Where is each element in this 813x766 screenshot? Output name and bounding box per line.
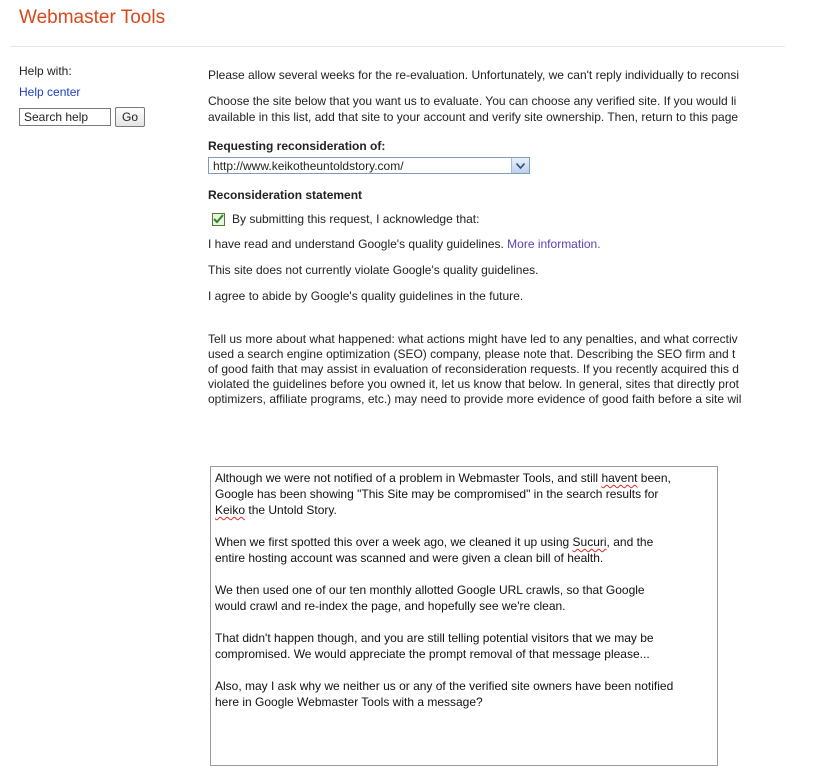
statement-paragraph: When we first spotted this over a week ago, we cleaned it up using Sucuri, and the entire hosting account was scanned and were given a clean bill of health. bbox=[215, 535, 654, 565]
intro-text-2-line-2: available in this list, add that site to your account and verify site ownership. Then, return to this page bbox=[208, 110, 739, 124]
bullet-text: I have read and understand Google's quality guidelines. bbox=[208, 237, 504, 251]
acknowledge-row bbox=[212, 212, 788, 226]
statement-paragraph: Also, may I ask why we neither us or any of the verified site owners have been notified here in Google Webmaster Tools with a message? bbox=[215, 679, 674, 709]
misspelled-word: havent bbox=[601, 471, 638, 485]
site-select-value: http://www.keikotheuntoldstory.com/ bbox=[213, 158, 404, 173]
header-divider bbox=[10, 46, 785, 47]
bullet-text: I agree to abide by Google's quality guidelines in the future. bbox=[208, 289, 524, 303]
help-search-row bbox=[19, 107, 189, 127]
bullet-text: This site does not currently violate Google's quality guidelines. bbox=[208, 263, 539, 277]
search-help-input[interactable]: Search help bbox=[19, 108, 111, 126]
intro-text-1: Please allow several weeks for the re-evaluation. Unfortunately, we can't reply individually to reconsi bbox=[208, 68, 739, 82]
statement-paragraph: Although we were not notified of a problem in Webmaster Tools, and still havent been, Google has been showing "This Site may be compromised" in the search results for Keiko the Untold Story. bbox=[215, 471, 671, 517]
statement-paragraph: We then used one of our ten monthly allotted Google URL crawls, so that Google would crawl and re-index the page, and hopefully see we're clean. bbox=[215, 583, 645, 613]
acknowledge-label: By submitting this request, I acknowledge that: bbox=[232, 212, 480, 226]
tell-more-line: Tell us more about what happened: what actions might have led to any penalties, and what correctiv bbox=[208, 332, 738, 346]
app-title: Webmaster Tools bbox=[19, 7, 166, 28]
tell-us-more-text bbox=[208, 332, 788, 407]
tell-more-line: used a search engine optimization (SEO) company, please note that. Describing the SEO firm and t bbox=[208, 347, 736, 361]
list-item bbox=[208, 288, 788, 304]
tell-more-line: violated the guidelines before you owned it, let us know that below. In general, sites that directly prot bbox=[208, 377, 739, 391]
statement-label: Reconsideration statement bbox=[208, 188, 363, 202]
site-select[interactable] bbox=[208, 157, 530, 174]
help-sidebar bbox=[19, 64, 189, 127]
go-button[interactable]: Go bbox=[115, 107, 145, 127]
tell-more-line: optimizers, affiliate programs, etc.) may need to provide more evidence of good faith before a site wil bbox=[208, 392, 742, 406]
requesting-label: Requesting reconsideration of: bbox=[208, 139, 386, 153]
guideline-bullets bbox=[208, 236, 788, 304]
list-item bbox=[208, 236, 788, 252]
intro-text-2-line-1: Choose the site below that you want us to evaluate. You can choose any verified site. If you would li bbox=[208, 94, 737, 108]
reconsideration-form bbox=[208, 67, 788, 407]
chevron-down-icon[interactable] bbox=[511, 158, 529, 173]
statement-paragraph: That didn't happen though, and you are still telling potential visitors that we may be compromised. We would appreciate the prompt removal of that message please... bbox=[215, 631, 654, 661]
misspelled-word: Sucuri bbox=[572, 535, 607, 549]
help-with-label: Help with: bbox=[19, 64, 72, 78]
more-information-link[interactable]: More information. bbox=[507, 237, 601, 251]
list-item bbox=[208, 262, 788, 278]
check-icon bbox=[213, 214, 224, 224]
misspelled-word: Keiko bbox=[215, 503, 246, 517]
acknowledge-checkbox[interactable] bbox=[212, 213, 225, 226]
tell-more-line: of good faith that may assist in evaluation of reconsideration requests. If you recently acquired this d bbox=[208, 362, 739, 376]
statement-textarea[interactable] bbox=[210, 466, 718, 766]
intro-text-2 bbox=[208, 93, 788, 125]
help-center-link[interactable]: Help center bbox=[19, 85, 81, 99]
